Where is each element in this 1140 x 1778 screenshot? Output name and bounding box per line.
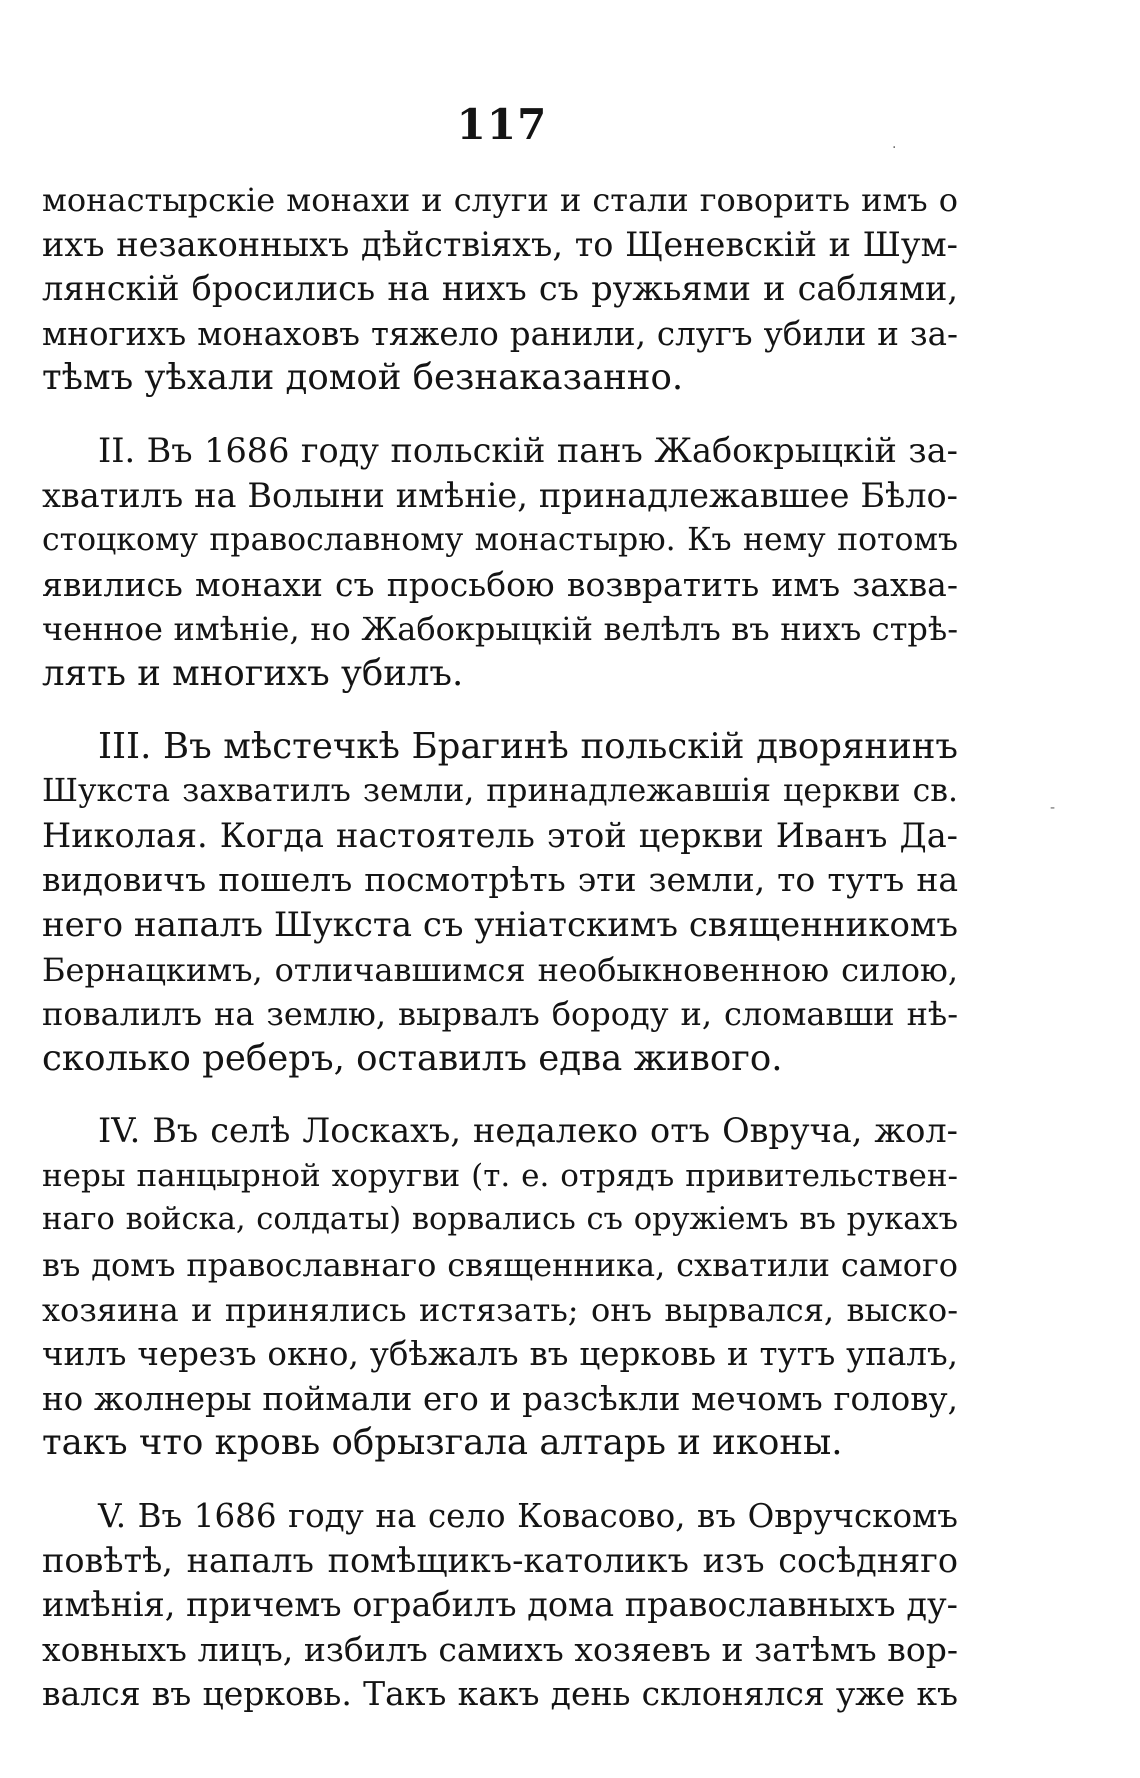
- text-line: многихъ монаховъ тяжело ранили, слугъ убили и за-: [42, 314, 958, 353]
- text-line: имѣнія, причемъ ограбилъ дома православныхъ ду-: [42, 1585, 958, 1625]
- page-number: 117: [456, 100, 548, 149]
- text-line: ховныхъ лицъ, избилъ самихъ хозяевъ и затѣмъ вор-: [42, 1629, 958, 1669]
- paragraph-ii: [42, 429, 958, 697]
- text-line: IV. Въ селѣ Лоскахъ, недалеко отъ Овруча, жол-: [98, 1111, 958, 1151]
- paragraph-v: [42, 1494, 958, 1717]
- paragraph-iii: [42, 725, 958, 1082]
- text-line: II. Въ 1686 году польскій панъ Жабокрыцкій за-: [98, 430, 958, 470]
- text-line: видовичъ пошелъ посмотрѣть эти земли, то тутъ на: [42, 860, 958, 900]
- paragraph-continuation: [42, 178, 958, 401]
- text-line: повалилъ на землю, вырвалъ бороду и, сломавши нѣ-: [42, 995, 958, 1034]
- text-line: лянскій бросились на нихъ съ ружьями и саблями,: [42, 269, 958, 309]
- text-line: сколько реберъ, оставилъ едва живого.: [42, 1037, 783, 1079]
- text-line: наго войска, солдаты) ворвались съ оружіемъ въ рукахъ: [42, 1202, 958, 1238]
- text-line: явились монахи съ просьбою возвратить имъ захва-: [42, 564, 958, 604]
- text-line: хватилъ на Волыни имѣніе, принадлежавшее Бѣло-: [42, 475, 958, 515]
- text-line: хозяина и принялись истязать; онъ вырвался, выско-: [42, 1290, 958, 1329]
- text-line: ченное имѣніе, но Жабокрыцкій велѣлъ въ нихъ стрѣ-: [42, 610, 958, 649]
- text-line: чилъ черезъ окно, убѣжалъ въ церковь и тутъ упалъ,: [42, 1335, 958, 1374]
- paragraph-iv: [42, 1109, 958, 1466]
- text-line: лять и многихъ убилъ.: [42, 652, 464, 694]
- text-line: вался въ церковь. Такъ какъ день склонялся уже къ: [42, 1674, 958, 1714]
- text-line: повѣтѣ, напалъ помѣщикъ-католикъ изъ сосѣдняго: [42, 1540, 958, 1580]
- text-line: него напалъ Шукста съ уніатскимъ священникомъ: [42, 904, 958, 945]
- text-line: тѣмъ уѣхали домой безнаказанно.: [42, 357, 684, 399]
- text-line: III. Въ мѣстечкѣ Брагинѣ польскій дворянинъ: [98, 725, 958, 767]
- text-line: такъ что кровь обрызгала алтарь и иконы.: [42, 1422, 843, 1464]
- text-line: ихъ незаконныхъ дѣйствіяхъ, то Щеневскій и Шум-: [42, 224, 958, 264]
- text-line: монастырскіе монахи и слуги и стали говорить имъ о: [42, 181, 958, 219]
- text-line: стоцкому православному монастырю. Къ нему потомъ: [42, 522, 958, 559]
- scan-speck: ·: [892, 140, 897, 156]
- text-line: Шукста захватилъ земли, принадлежавшія церкви св.: [42, 773, 958, 810]
- text-line: неры панцырной хоругви (т. е. отрядъ привительствен-: [42, 1157, 958, 1194]
- text-line: V. Въ 1686 году на село Ковасово, въ Овручскомъ: [98, 1497, 958, 1536]
- text-line: но жолнеры поймали его и разсѣкли мечомъ голову,: [42, 1379, 958, 1418]
- page-body: [42, 178, 958, 1717]
- text-line: Бернацкимъ, отличавшимся необыкновенною силою,: [42, 950, 958, 989]
- scan-speck: -: [1050, 800, 1056, 816]
- text-line: въ домъ православнаго священника, схватили самого: [42, 1246, 958, 1285]
- text-line: Николая. Когда настоятель этой церкви Иванъ Да-: [42, 815, 958, 855]
